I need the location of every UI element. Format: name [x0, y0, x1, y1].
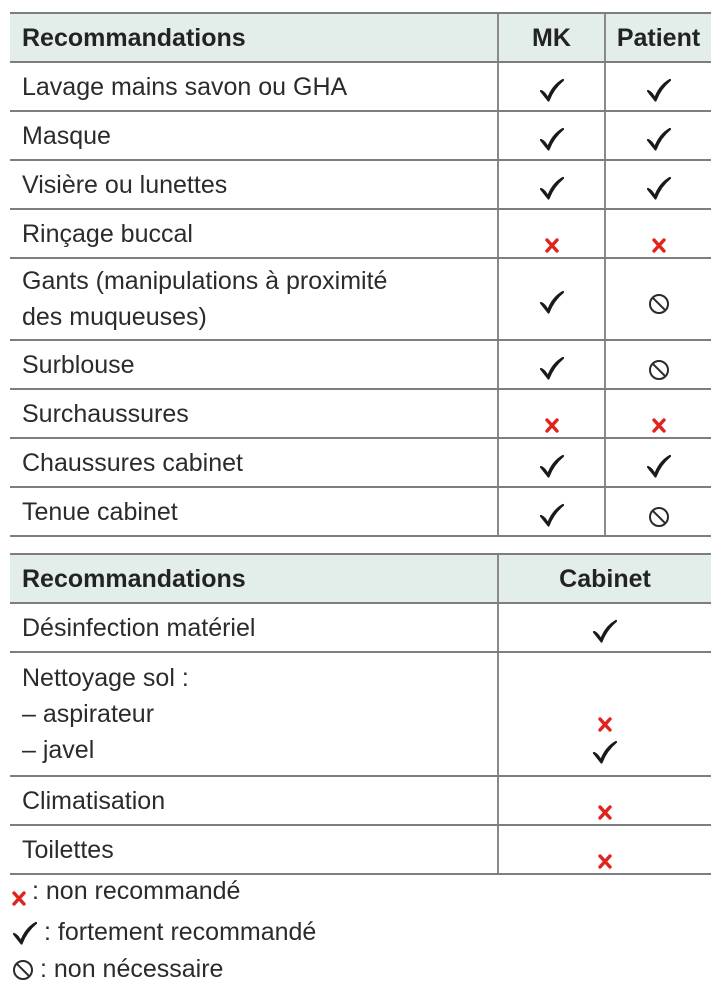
check-icon [646, 76, 672, 100]
table-row [10, 603, 711, 652]
cell-mk [498, 438, 605, 487]
cell-patient [605, 438, 711, 487]
header-recommandations: Recommandations [10, 13, 498, 62]
cross-icon [545, 227, 559, 243]
cell-patient [605, 487, 711, 536]
cell-cabinet [498, 776, 711, 825]
recommendations-table-cabinet [10, 553, 711, 875]
cell-mk [498, 258, 605, 340]
row-label-line: Toilettes [22, 835, 114, 864]
check-icon [646, 125, 672, 149]
legend-item [12, 918, 316, 947]
table-header-row [10, 554, 711, 603]
cross-icon [545, 407, 559, 423]
cell-patient [605, 258, 711, 340]
row-label-line: – javel [22, 736, 95, 764]
cell-patient [605, 340, 711, 389]
row-label-line: Lavage mains savon ou GHA [22, 72, 348, 101]
header-mk: MK [498, 13, 605, 62]
check-icon [539, 174, 565, 198]
row-label-line: des muqueuses) [22, 303, 207, 331]
cell-patient [605, 209, 711, 258]
row-label [10, 487, 498, 536]
check-icon [539, 288, 565, 312]
cell-patient [605, 389, 711, 438]
check-icon [539, 125, 565, 149]
not-needed-icon [648, 289, 670, 311]
not-needed-icon [648, 355, 670, 377]
recommendations-table-staff-patient [10, 12, 711, 537]
row-label [10, 776, 498, 825]
cell-mk [498, 62, 605, 111]
cross-icon [652, 407, 666, 423]
cell-cabinet [498, 603, 711, 652]
table-row [10, 652, 711, 776]
header-patient: Patient [605, 13, 711, 62]
row-label-line: Visière ou lunettes [22, 170, 228, 199]
header-recommandations: Recommandations [10, 554, 498, 603]
cross-icon [598, 706, 612, 722]
table-row [10, 340, 711, 389]
row-label-line: Masque [22, 121, 111, 150]
table-row [10, 438, 711, 487]
row-label-line: Surblouse [22, 350, 135, 379]
legend-text: : non nécessaire [40, 955, 224, 983]
table-header-row [10, 13, 711, 62]
row-label [10, 340, 498, 389]
cell-mk [498, 209, 605, 258]
cross-icon [598, 794, 612, 810]
table-row [10, 111, 711, 160]
not-needed-icon [648, 502, 670, 524]
row-label [10, 825, 498, 874]
check-icon [539, 76, 565, 100]
header-cabinet: Cabinet [498, 554, 711, 603]
row-label-line: – aspirateur [22, 700, 155, 728]
table-row [10, 160, 711, 209]
cell-mk [498, 340, 605, 389]
cross-icon [598, 843, 612, 859]
table-row [10, 389, 711, 438]
row-label-line: Climatisation [22, 786, 166, 815]
legend-text: : fortement recommandé [44, 918, 317, 946]
row-label-line: Désinfection matériel [22, 613, 256, 642]
row-label [10, 389, 498, 438]
row-label [10, 258, 498, 340]
row-label-line: Tenue cabinet [22, 497, 178, 526]
cell-cabinet [498, 652, 711, 776]
row-label [10, 652, 498, 776]
legend-item [12, 955, 223, 984]
cross-icon [12, 884, 26, 900]
cell-mk [498, 389, 605, 438]
table-row [10, 258, 711, 340]
row-label-line: Rinçage buccal [22, 219, 193, 248]
cell-mk [498, 111, 605, 160]
row-label-line: Gants (manipulations à proximité [22, 267, 388, 295]
check-icon [646, 452, 672, 476]
cross-icon [652, 227, 666, 243]
row-label [10, 62, 498, 111]
check-icon [646, 174, 672, 198]
check-icon [592, 617, 618, 641]
legend-item [12, 877, 240, 906]
check-icon [539, 452, 565, 476]
cell-patient [605, 111, 711, 160]
row-label [10, 438, 498, 487]
check-icon [539, 501, 565, 525]
row-label [10, 209, 498, 258]
row-label-line: Chaussures cabinet [22, 448, 243, 477]
table-row [10, 487, 711, 536]
cell-patient [605, 62, 711, 111]
cell-patient [605, 160, 711, 209]
row-label-line: Surchaussures [22, 399, 189, 428]
check-icon [12, 921, 38, 945]
cell-mk [498, 160, 605, 209]
cell-cabinet [498, 825, 711, 874]
table-row [10, 825, 711, 874]
check-icon [539, 354, 565, 378]
not-needed-icon [12, 959, 34, 981]
table-row [10, 209, 711, 258]
check-icon [592, 738, 618, 762]
row-label [10, 603, 498, 652]
table-row [10, 776, 711, 825]
cell-mk [498, 487, 605, 536]
legend-text: : non recommandé [32, 877, 241, 905]
row-label-line: Nettoyage sol : [22, 664, 189, 692]
table-row [10, 62, 711, 111]
row-label [10, 160, 498, 209]
row-label [10, 111, 498, 160]
